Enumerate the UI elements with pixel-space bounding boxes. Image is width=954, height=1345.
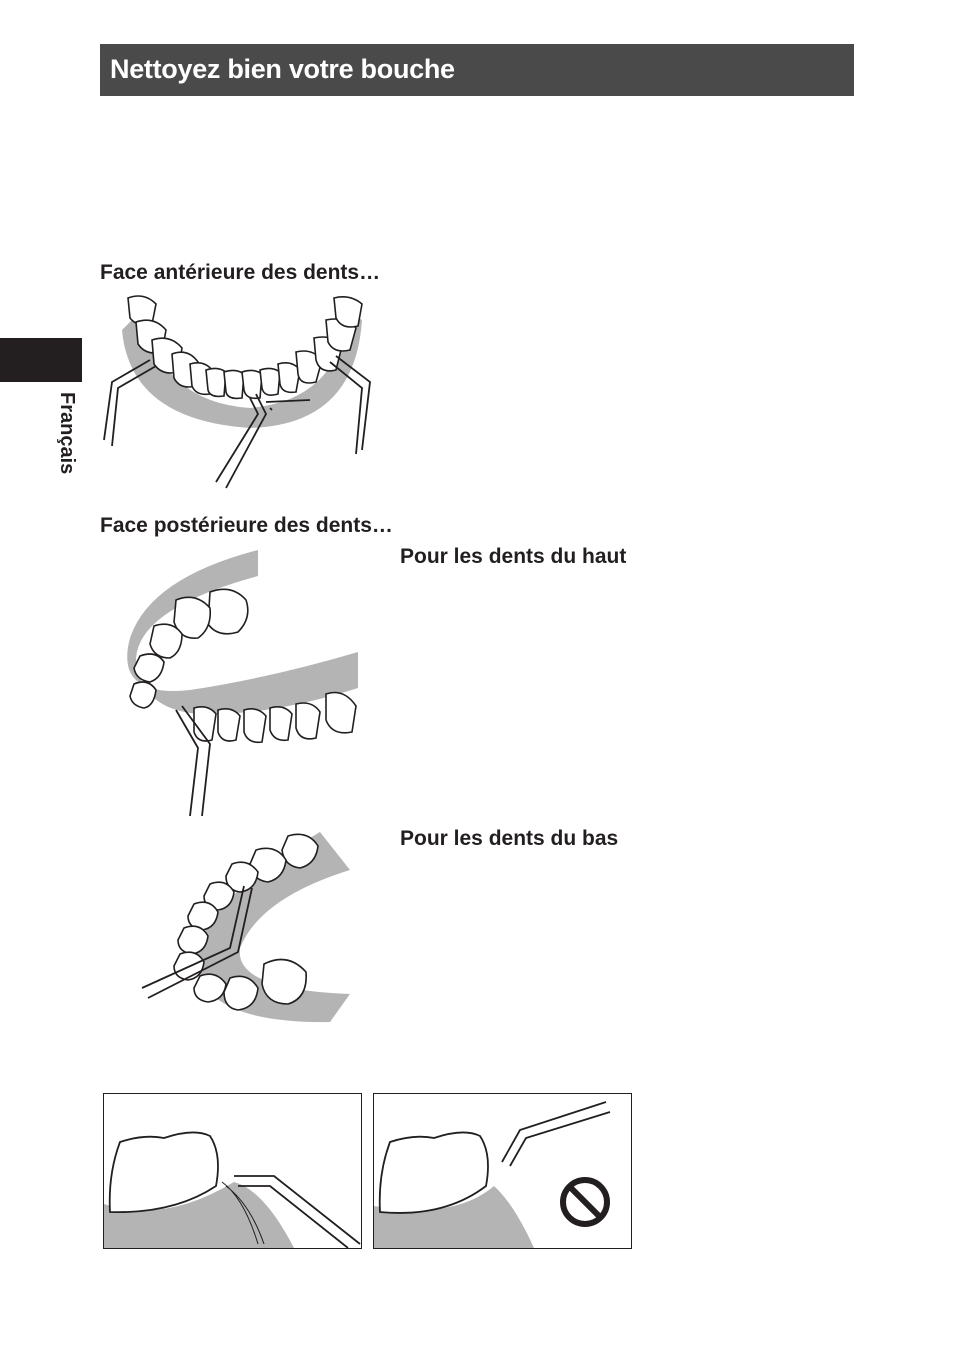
front-teeth-heading: Face antérieure des dents… <box>100 261 381 284</box>
upper-teeth-illustration <box>120 548 370 818</box>
back-teeth-heading: Face postérieure des dents… <box>100 514 393 537</box>
front-teeth-illustration <box>100 290 390 490</box>
section-header <box>100 44 854 96</box>
prohibited-icon <box>563 1180 607 1224</box>
correct-angle-panel <box>103 1093 362 1249</box>
incorrect-angle-panel <box>373 1093 632 1249</box>
upper-teeth-caption: Pour les dents du haut <box>400 545 627 568</box>
lower-teeth-caption: Pour les dents du bas <box>400 827 619 850</box>
language-tab-marker <box>0 338 82 382</box>
lower-teeth-illustration <box>140 828 360 1028</box>
page-title: Nettoyez bien votre bouche <box>110 54 455 84</box>
language-tab-label: Français <box>56 392 78 475</box>
